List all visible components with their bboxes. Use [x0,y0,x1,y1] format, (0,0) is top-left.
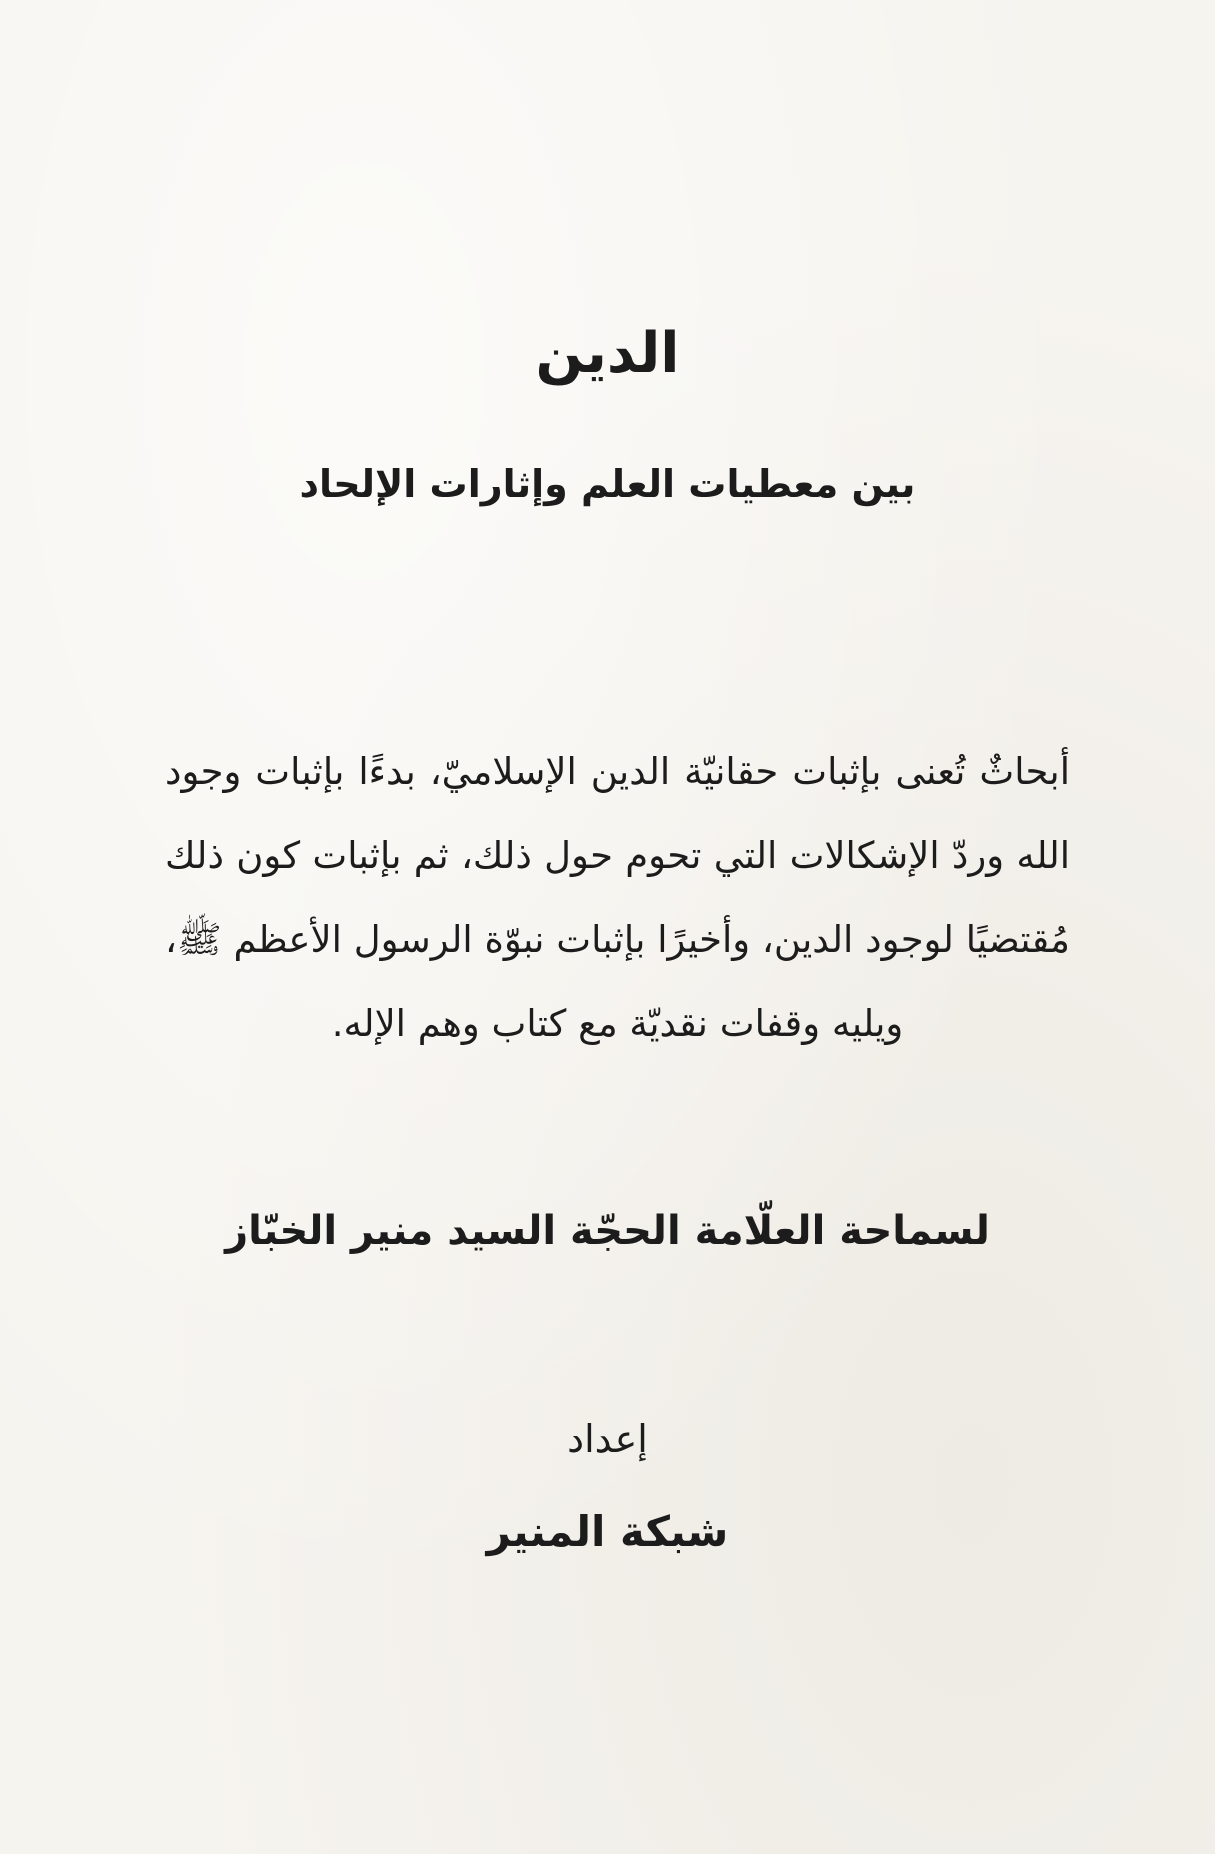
book-description: أبحاثٌ تُعنى بإثبات حقانيّة الدين الإسلاميّ، بدءًا بإثبات وجود الله وردّ الإشكالات التي تحوم حول ذلك، ثم بإثبات كون ذلك مُقتضيًا لوجود الدين، وأخيرًا بإثبات نبوّة الرسول الأعظم ﷺ، ويليه وقفات نقديّة مع كتاب وهم الإله. [165,750,1070,1045]
author-line: لسماحة العلّامة الحجّة السيد منير الخبّاز [225,1208,990,1254]
prepared-by-label: إعداد [567,1417,648,1461]
book-subtitle: بين معطيات العلم وإثارات الإلحاد [299,462,916,506]
publisher-name: شبكة المنير [486,1507,729,1556]
book-title: الدين [535,321,680,386]
